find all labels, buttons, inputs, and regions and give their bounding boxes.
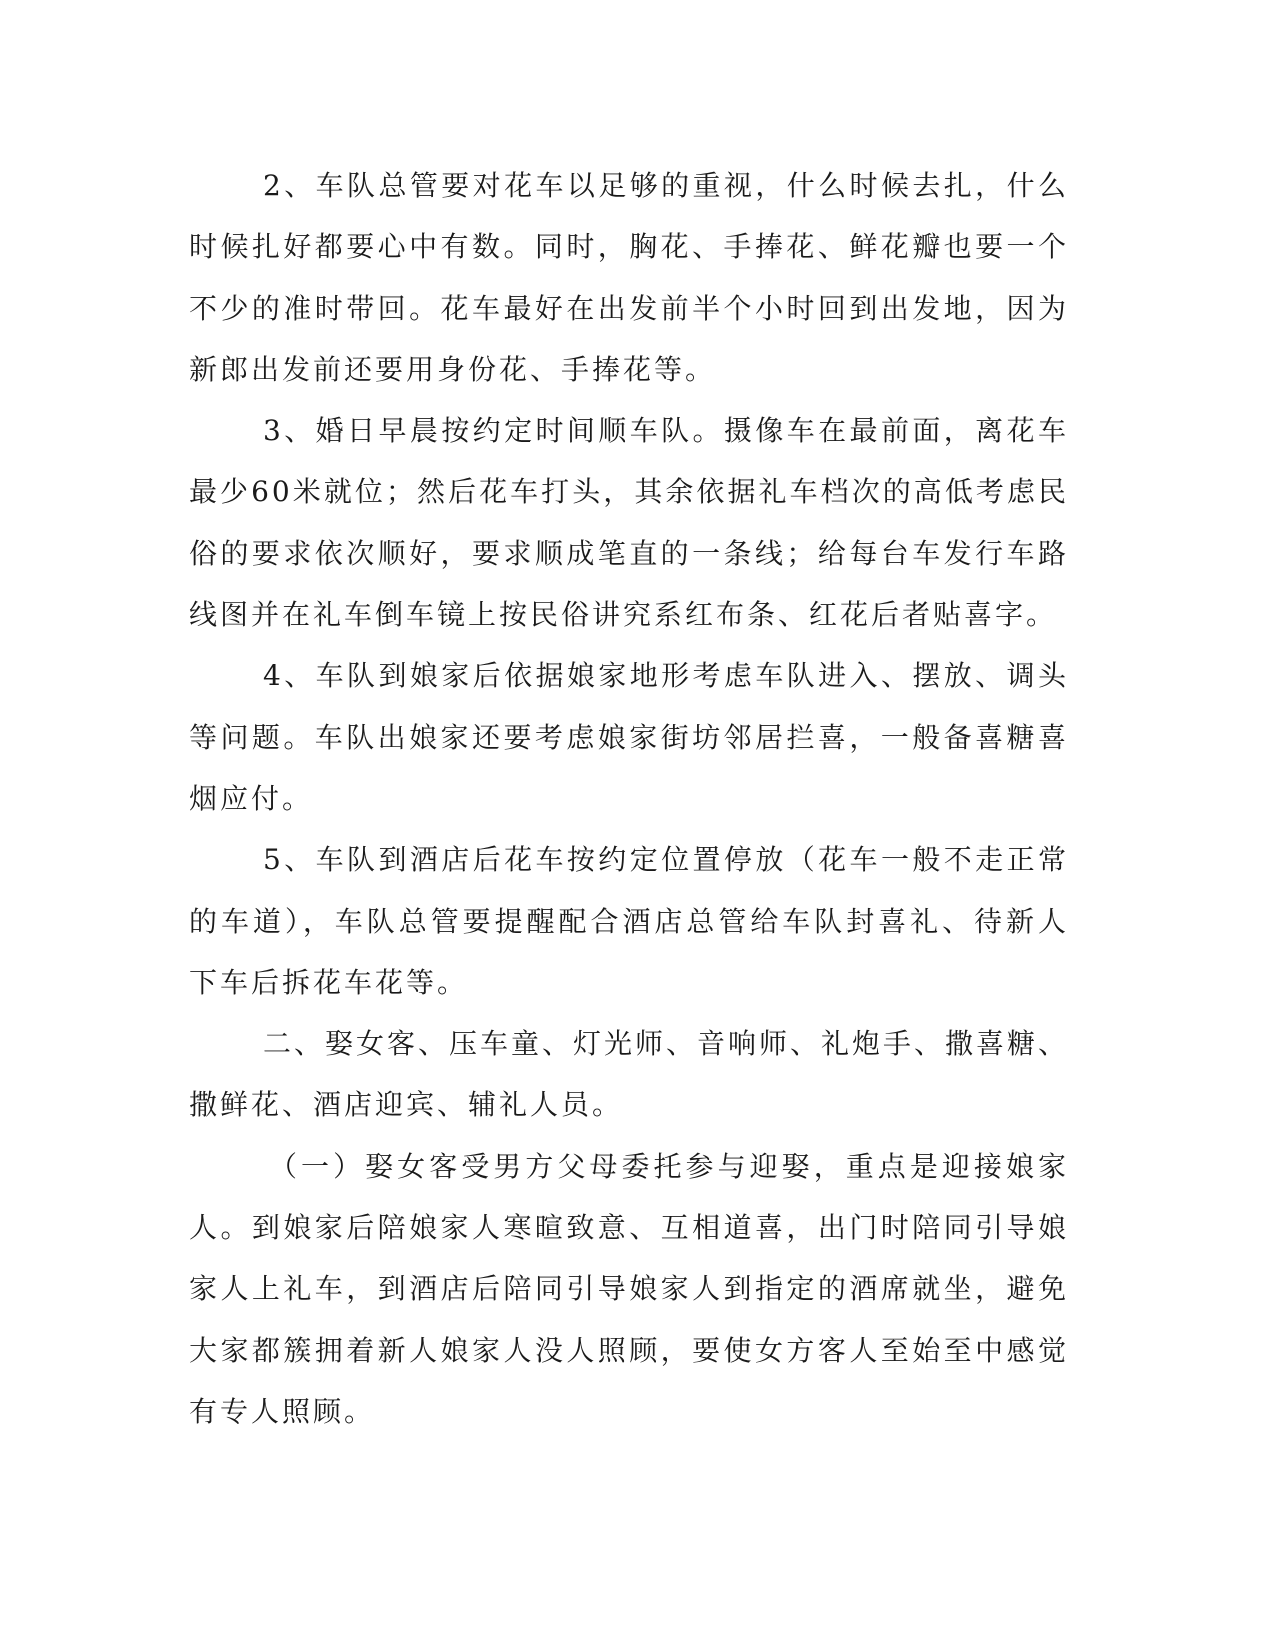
paragraph-fleet-manager-flowers: 2、车队总管要对花车以足够的重视，什么时候去扎，什么时候扎好都要心中有数。同时，胸花、手捧花、鲜花瓣也要一个不少的准时带回。花车最好在出发前半个小时回到出发地，因为新郎出发前还要用身份花、手捧花等。 [189, 169, 1069, 386]
document-body [189, 155, 1069, 1442]
paragraph-arrive-bride-home: 4、车队到娘家后依据娘家地形考虑车队进入、摆放、调头等问题。车队出娘家还要考虑娘家街坊邻居拦喜，一般备喜糖喜烟应付。 [189, 659, 1069, 815]
paragraph-arrive-hotel: 5、车队到酒店后花车按约定位置停放（花车一般不走正常的车道），车队总管要提醒配合酒店总管给车队封喜礼、待新人下车后拆花车花等。 [189, 843, 1069, 999]
paragraph-female-escort: （一）娶女客受男方父母委托参与迎娶，重点是迎接娘家人。到娘家后陪娘家人寒暄致意、互相道喜，出门时陪同引导娘家人上礼车，到酒店后陪同引导娘家人到指定的酒席就坐，避免大家都簇拥着新人娘家人没人照顾，要使女方客人至始至中感觉有专人照顾。 [189, 1149, 1069, 1428]
section-heading-staff: 二、娶女客、压车童、灯光师、音响师、礼炮手、撒喜糖、撒鲜花、酒店迎宾、辅礼人员。 [189, 1027, 1070, 1122]
paragraph-wedding-morning-fleet: 3、婚日早晨按约定时间顺车队。摄像车在最前面，离花车最少60米就位；然后花车打头，其余依据礼车档次的高低考虑民俗的要求依次顺好，要求顺成笔直的一条线；给每台车发行车路线图并在礼车倒车镜上按民俗讲究系红布条、红花后者贴喜字。 [189, 414, 1069, 632]
